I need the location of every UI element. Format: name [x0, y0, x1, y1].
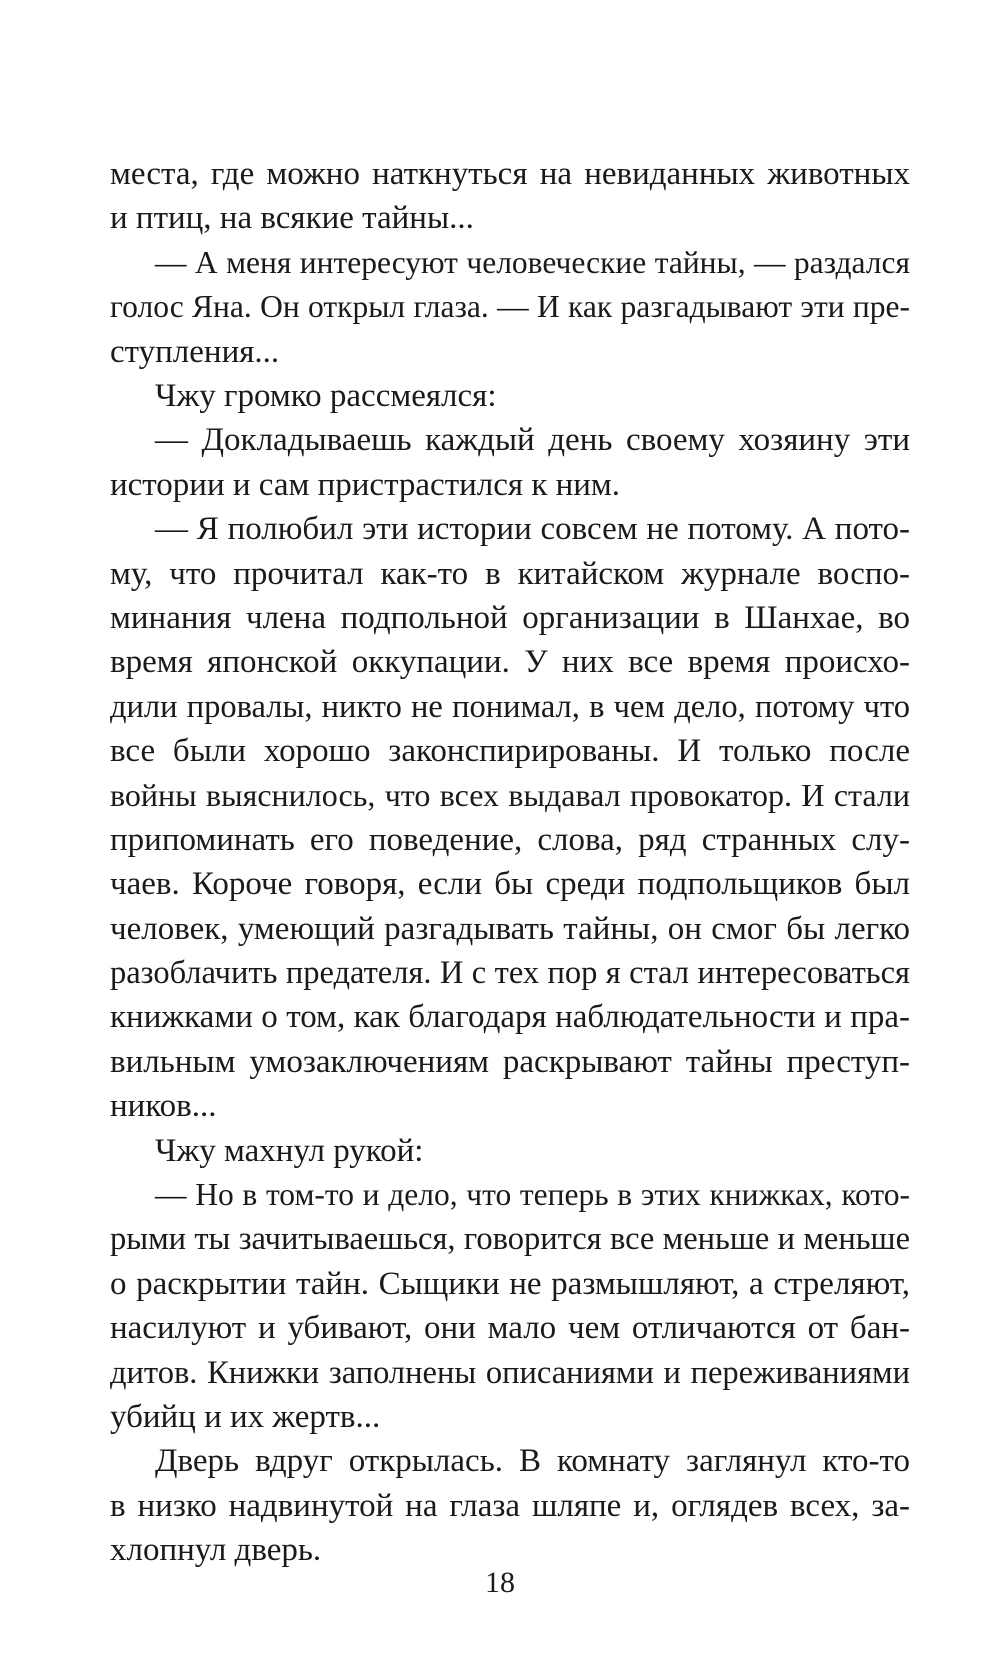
text-line: насилуют и убивают, они мало чем отличаются от бан-: [110, 1310, 910, 1347]
text-line: минания члена подпольной организации в Шанхае, во: [110, 599, 910, 636]
text-line: время японской оккупации. У них все время происхо-: [110, 644, 910, 681]
text-line: припоминать его поведение, слова, ряд странных слу-: [110, 821, 910, 858]
text-line: разоблачить предателя. И с тех пор я стал интересоваться: [110, 955, 910, 992]
text-line: — Я полюбил эти истории совсем не потому. А пото-: [155, 511, 910, 548]
text-line: в низко надвинутой на глаза шляпе и, оглядев всех, за-: [110, 1487, 910, 1524]
text-line: — Докладываешь каждый день своему хозяину эти: [155, 422, 910, 459]
text-line: убийц и их жертв...: [110, 1398, 381, 1435]
text-line: все были хорошо законспирированы. И только после: [110, 733, 910, 770]
text-line: ников...: [110, 1088, 217, 1125]
text-line: дитов. Книжки заполнены описаниями и переживаниями: [110, 1354, 910, 1391]
text-line: голос Яна. Он открыл глаза. — И как разгадывают эти пре-: [110, 289, 910, 325]
text-line: истории и сам пристрастился к ним.: [110, 466, 621, 503]
text-line: о раскрытии тайн. Сыщики не размышляют, а стреляют,: [110, 1265, 910, 1302]
text-line: дили провалы, никто не понимал, в чем дело, потому что: [110, 688, 910, 725]
text-line: человек, умеющий разгадывать тайны, он смог бы легко: [110, 910, 910, 947]
page-number: 18: [485, 1566, 515, 1599]
text-line: — Но в том-то и дело, что теперь в этих книжках, кото-: [155, 1176, 910, 1212]
text-line: Чжу махнул рукой:: [155, 1132, 424, 1169]
text-line: Чжу громко рассмеялся:: [155, 377, 497, 414]
text-line: му, что прочитал как-то в китайском журнале воспо-: [110, 555, 910, 592]
text-line: книжками о том, как благодаря наблюдательности и пра-: [110, 999, 910, 1036]
text-line: чаев. Короче говоря, если бы среди подпольщиков был: [110, 866, 910, 903]
text-line: места, где можно наткнуться на невиданных животных: [110, 156, 910, 192]
text-line: войны выяснилось, что всех выдавал провокатор. И стали: [110, 777, 910, 814]
text-line: рыми ты зачитываешься, говорится все меньше и меньше: [110, 1221, 910, 1258]
text-line: ступления...: [110, 333, 280, 370]
text-line: хлопнул дверь.: [110, 1532, 322, 1569]
text-line: вильным умозаключениям раскрывают тайны преступ-: [110, 1043, 910, 1080]
text-line: и птиц, на всякие тайны...: [110, 200, 474, 237]
text-line: — А меня интересуют человеческие тайны, — раздался: [155, 244, 910, 280]
text-line: Дверь вдруг открылась. В комнату заглянул кто-то: [155, 1443, 910, 1480]
body-text: [110, 152, 910, 1573]
